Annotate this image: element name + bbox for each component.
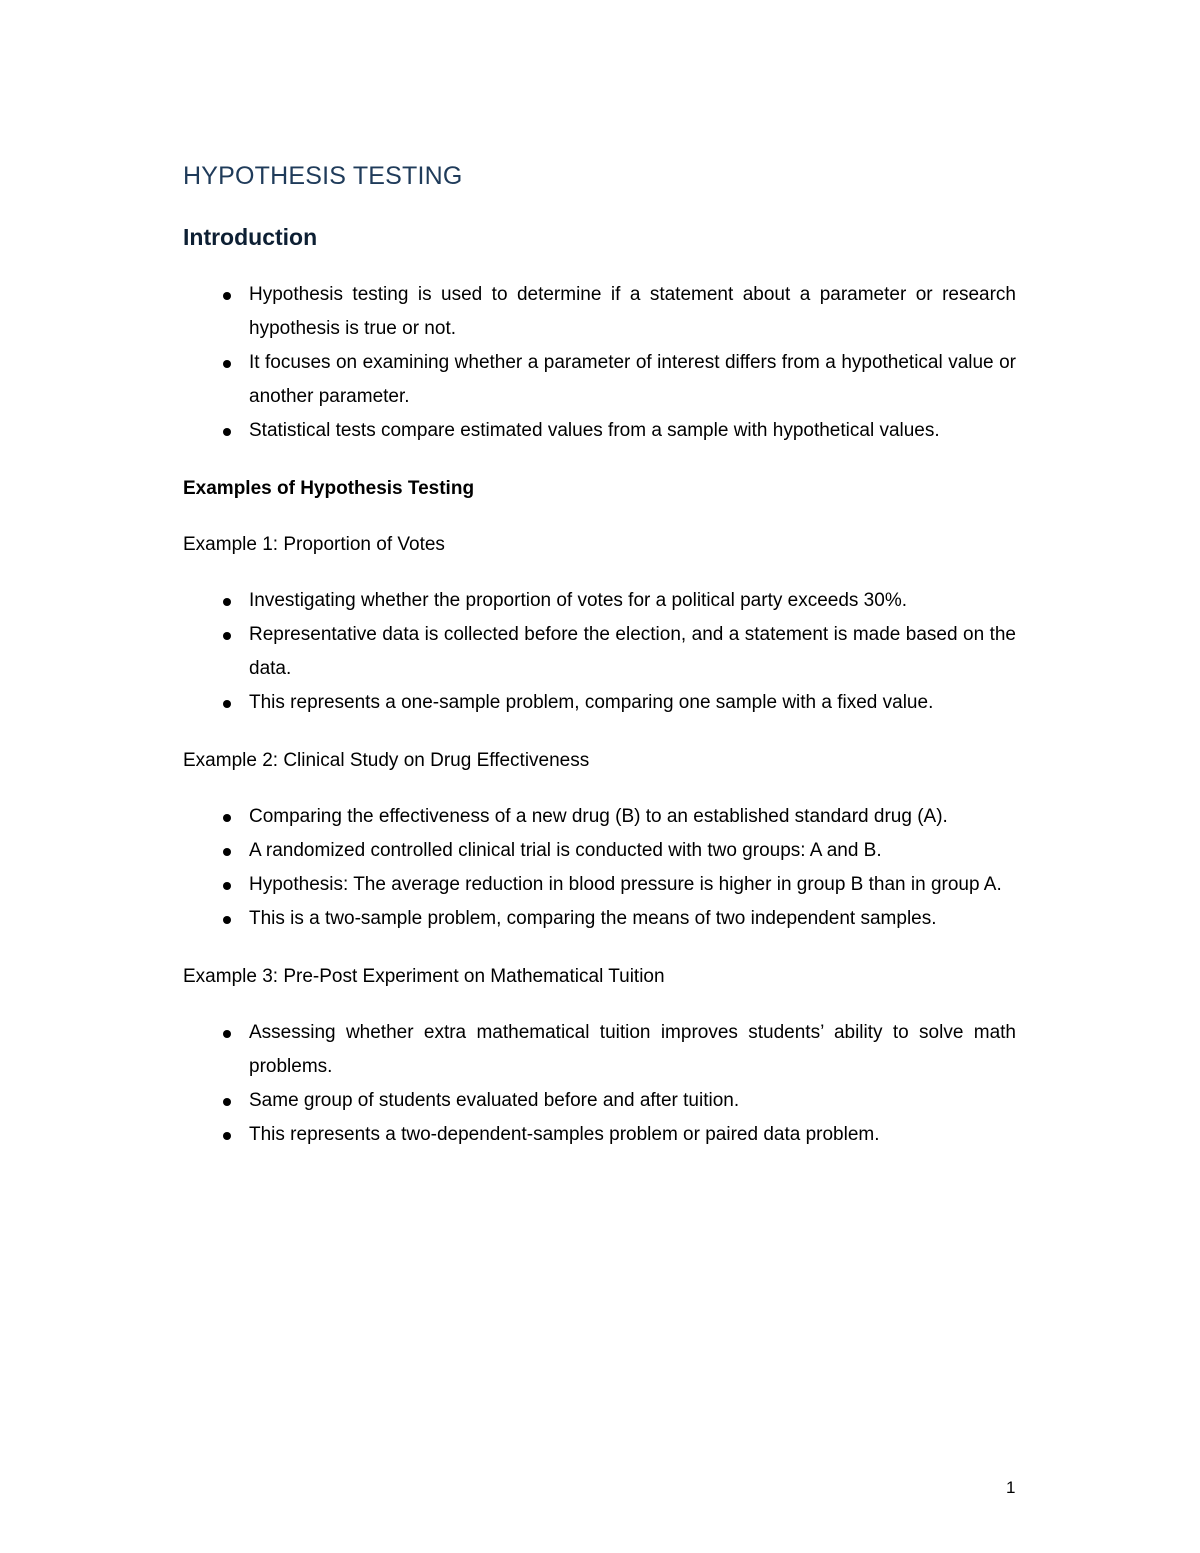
example-1-bullet-list [183,584,1016,720]
example-3-heading: Example 3: Pre-Post Experiment on Mathematical Tuition [183,966,665,987]
list-item [183,800,1016,834]
list-item-text: Assessing whether extra mathematical tuition improves students’ ability to solve math problems. [249,1022,1016,1077]
example-3-bullet-list [183,1016,1016,1152]
list-item-text: A randomized controlled clinical trial is conducted with two groups: A and B. [249,840,882,861]
list-item-text: Comparing the effectiveness of a new drug (B) to an established standard drug (A). [249,806,948,827]
bullet-icon [223,814,231,822]
list-item-text: This represents a one-sample problem, comparing one sample with a fixed value. [249,692,934,713]
list-item-text: This is a two-sample problem, comparing the means of two independent samples. [249,908,937,929]
document-title: HYPOTHESIS TESTING [183,162,463,190]
bullet-icon [223,848,231,856]
introduction-bullet-list [183,278,1016,448]
list-item-text: Representative data is collected before the election, and a statement is made based on the data. [249,624,1016,679]
list-item [183,584,1016,618]
bullet-icon [223,360,231,368]
list-item [183,1118,1016,1152]
document-body [183,158,1016,1152]
list-item-text: Investigating whether the proportion of votes for a political party exceeds 30%. [249,590,907,611]
list-item-text: It focuses on examining whether a parameter of interest differs from a hypothetical value or another parameter. [249,352,1016,407]
examples-heading: Examples of Hypothesis Testing [183,478,475,499]
page-number: 1 [1006,1478,1016,1497]
introduction-heading: Introduction [183,224,318,250]
list-item-text: Statistical tests compare estimated values from a sample with hypothetical values. [249,420,940,441]
bullet-icon [223,882,231,890]
list-item [183,834,1016,868]
bullet-icon [223,700,231,708]
bullet-icon [223,1030,231,1038]
list-item-text: Same group of students evaluated before and after tuition. [249,1090,740,1111]
list-item [183,346,1016,414]
list-item [183,686,1016,720]
example-1-heading: Example 1: Proportion of Votes [183,534,445,555]
bullet-icon [223,916,231,924]
list-item-text: Hypothesis: The average reduction in blood pressure is higher in group B than in group A. [249,874,1002,895]
list-item [183,1084,1016,1118]
list-item [183,414,1016,448]
bullet-icon [223,428,231,436]
list-item-text: This represents a two-dependent-samples problem or paired data problem. [249,1124,880,1145]
bullet-icon [223,1098,231,1106]
bullet-icon [223,292,231,300]
list-item [183,618,1016,686]
list-item-text: Hypothesis testing is used to determine if a statement about a parameter or research hypothesis is true or not. [249,284,1016,339]
bullet-icon [223,598,231,606]
list-item [183,1016,1016,1084]
bullet-icon [223,632,231,640]
list-item [183,902,1016,936]
example-2-bullet-list [183,800,1016,936]
list-item [183,278,1016,346]
bullet-icon [223,1132,231,1140]
list-item [183,868,1016,902]
example-2-heading: Example 2: Clinical Study on Drug Effectiveness [183,750,590,771]
